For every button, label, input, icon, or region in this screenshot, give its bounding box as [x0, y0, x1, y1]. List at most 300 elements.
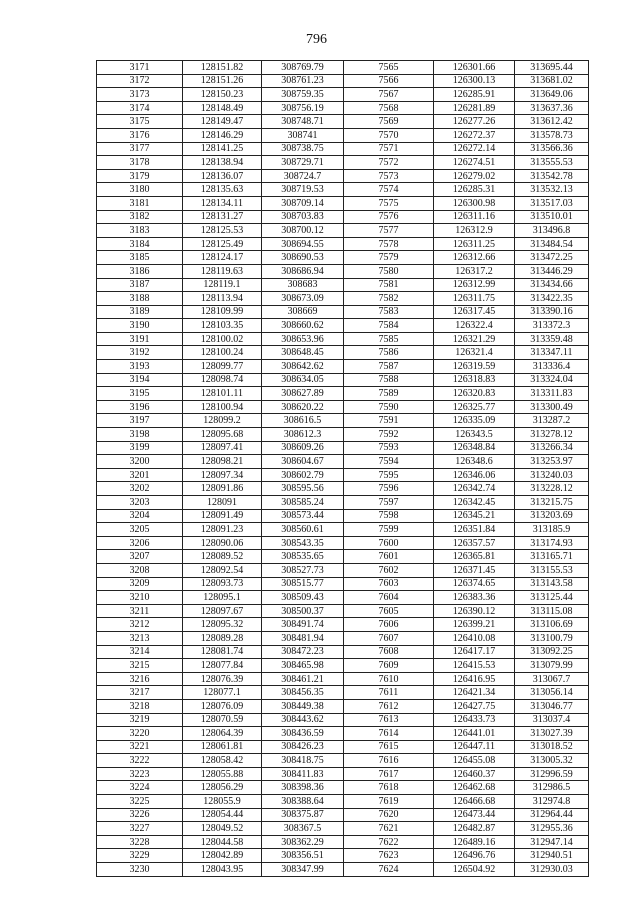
point-a-y-cell: 308595.56	[262, 482, 344, 496]
point-b-y-cell: 313372.3	[515, 319, 589, 333]
point-b-number-cell: 7579	[344, 251, 434, 265]
point-a-number-cell: 3181	[97, 196, 183, 210]
point-b-number-cell: 7609	[344, 659, 434, 673]
point-a-x-cell: 128136.07	[183, 169, 262, 183]
point-a-x-cell: 128109.99	[183, 305, 262, 319]
point-b-x-cell: 126300.98	[434, 196, 515, 210]
point-a-x-cell: 128149.47	[183, 115, 262, 129]
table-row	[97, 74, 589, 88]
point-b-y-cell: 312996.59	[515, 767, 589, 781]
table-row	[97, 414, 589, 428]
point-b-x-cell: 126410.08	[434, 631, 515, 645]
point-b-y-cell: 312986.5	[515, 781, 589, 795]
point-b-x-cell: 126272.14	[434, 142, 515, 156]
point-a-y-cell: 308748.71	[262, 115, 344, 129]
point-b-number-cell: 7576	[344, 210, 434, 224]
point-a-y-cell: 308741	[262, 128, 344, 142]
table-row	[97, 645, 589, 659]
point-a-y-cell: 308690.53	[262, 251, 344, 265]
point-a-x-cell: 128131.27	[183, 210, 262, 224]
point-b-y-cell: 313056.14	[515, 686, 589, 700]
point-a-y-cell: 308609.26	[262, 441, 344, 455]
point-a-number-cell: 3183	[97, 224, 183, 238]
point-a-x-cell: 128089.52	[183, 550, 262, 564]
table-row	[97, 468, 589, 482]
point-a-y-cell: 308724.7	[262, 169, 344, 183]
point-b-x-cell: 126317.45	[434, 305, 515, 319]
point-a-number-cell: 3191	[97, 332, 183, 346]
point-b-number-cell: 7584	[344, 319, 434, 333]
point-a-x-cell: 128076.39	[183, 672, 262, 686]
point-b-y-cell: 313446.29	[515, 264, 589, 278]
point-a-x-cell: 128090.06	[183, 536, 262, 550]
point-b-number-cell: 7603	[344, 577, 434, 591]
point-b-y-cell: 313185.9	[515, 523, 589, 537]
point-a-x-cell: 128150.23	[183, 88, 262, 102]
point-b-x-cell: 126462.68	[434, 781, 515, 795]
table-row	[97, 292, 589, 306]
point-b-number-cell: 7566	[344, 74, 434, 88]
point-b-y-cell: 313287.2	[515, 414, 589, 428]
point-b-number-cell: 7578	[344, 237, 434, 251]
table-row	[97, 88, 589, 102]
page-number: 796	[306, 32, 327, 47]
table-row	[97, 767, 589, 781]
point-a-y-cell: 308367.5	[262, 822, 344, 836]
point-a-y-cell: 308509.43	[262, 591, 344, 605]
point-b-number-cell: 7606	[344, 618, 434, 632]
point-b-number-cell: 7596	[344, 482, 434, 496]
table-row	[97, 740, 589, 754]
point-a-number-cell: 3196	[97, 400, 183, 414]
point-b-y-cell: 313079.99	[515, 659, 589, 673]
point-b-x-cell: 126300.13	[434, 74, 515, 88]
point-a-x-cell: 128098.21	[183, 455, 262, 469]
point-a-number-cell: 3184	[97, 237, 183, 251]
point-a-y-cell: 308616.5	[262, 414, 344, 428]
point-a-y-cell: 308648.45	[262, 346, 344, 360]
table-row	[97, 550, 589, 564]
point-b-number-cell: 7595	[344, 468, 434, 482]
point-b-x-cell: 126441.01	[434, 727, 515, 741]
point-b-y-cell: 313542.78	[515, 169, 589, 183]
point-b-x-cell: 126285.31	[434, 183, 515, 197]
point-b-x-cell: 126489.16	[434, 835, 515, 849]
point-b-y-cell: 312930.03	[515, 863, 589, 877]
point-b-number-cell: 7622	[344, 835, 434, 849]
point-a-number-cell: 3226	[97, 808, 183, 822]
point-a-x-cell: 128058.42	[183, 754, 262, 768]
table-row	[97, 659, 589, 673]
point-a-number-cell: 3230	[97, 863, 183, 877]
point-a-x-cell: 128151.26	[183, 74, 262, 88]
point-a-number-cell: 3199	[97, 441, 183, 455]
point-a-x-cell: 128076.09	[183, 699, 262, 713]
point-a-number-cell: 3211	[97, 604, 183, 618]
table-row	[97, 115, 589, 129]
point-b-x-cell: 126320.83	[434, 387, 515, 401]
point-a-x-cell: 128134.11	[183, 196, 262, 210]
point-b-y-cell: 313100.79	[515, 631, 589, 645]
point-a-number-cell: 3200	[97, 455, 183, 469]
point-b-y-cell: 313240.03	[515, 468, 589, 482]
point-a-number-cell: 3178	[97, 156, 183, 170]
point-b-y-cell: 313203.69	[515, 509, 589, 523]
point-b-number-cell: 7593	[344, 441, 434, 455]
point-a-y-cell: 308375.87	[262, 808, 344, 822]
point-a-x-cell: 128064.39	[183, 727, 262, 741]
point-b-y-cell: 313027.39	[515, 727, 589, 741]
table-row	[97, 428, 589, 442]
point-a-x-cell: 128061.81	[183, 740, 262, 754]
point-a-number-cell: 3180	[97, 183, 183, 197]
point-a-y-cell: 308347.99	[262, 863, 344, 877]
point-b-x-cell: 126285.91	[434, 88, 515, 102]
point-a-number-cell: 3197	[97, 414, 183, 428]
point-b-number-cell: 7582	[344, 292, 434, 306]
point-a-x-cell: 128148.49	[183, 101, 262, 115]
table-row	[97, 727, 589, 741]
point-a-number-cell: 3185	[97, 251, 183, 265]
table-row	[97, 101, 589, 115]
point-b-y-cell: 313472.25	[515, 251, 589, 265]
point-a-y-cell: 308703.83	[262, 210, 344, 224]
point-b-number-cell: 7572	[344, 156, 434, 170]
table-row	[97, 822, 589, 836]
point-a-number-cell: 3205	[97, 523, 183, 537]
point-a-y-cell: 308461.21	[262, 672, 344, 686]
point-a-y-cell: 308362.29	[262, 835, 344, 849]
point-b-y-cell: 313266.34	[515, 441, 589, 455]
point-a-x-cell: 128146.29	[183, 128, 262, 142]
point-b-x-cell: 126281.89	[434, 101, 515, 115]
point-a-y-cell: 308686.94	[262, 264, 344, 278]
table-row	[97, 618, 589, 632]
point-b-number-cell: 7611	[344, 686, 434, 700]
table-row	[97, 795, 589, 809]
point-b-number-cell: 7583	[344, 305, 434, 319]
point-b-x-cell: 126371.45	[434, 563, 515, 577]
point-a-y-cell: 308491.74	[262, 618, 344, 632]
point-b-number-cell: 7599	[344, 523, 434, 537]
point-b-x-cell: 126427.75	[434, 699, 515, 713]
point-a-y-cell: 308673.09	[262, 292, 344, 306]
point-b-y-cell: 313510.01	[515, 210, 589, 224]
point-b-x-cell: 126277.26	[434, 115, 515, 129]
point-b-y-cell: 313359.48	[515, 332, 589, 346]
point-a-number-cell: 3215	[97, 659, 183, 673]
table-row	[97, 319, 589, 333]
point-b-y-cell: 313228.12	[515, 482, 589, 496]
point-a-y-cell: 308456.35	[262, 686, 344, 700]
point-a-y-cell: 308356.51	[262, 849, 344, 863]
point-b-y-cell: 313278.12	[515, 428, 589, 442]
point-b-number-cell: 7568	[344, 101, 434, 115]
point-a-x-cell: 128091.86	[183, 482, 262, 496]
point-b-x-cell: 126357.57	[434, 536, 515, 550]
point-b-x-cell: 126482.87	[434, 822, 515, 836]
coordinates-table-body	[97, 61, 589, 877]
point-a-y-cell: 308449.38	[262, 699, 344, 713]
point-a-number-cell: 3229	[97, 849, 183, 863]
point-a-number-cell: 3193	[97, 360, 183, 374]
point-b-y-cell: 313067.7	[515, 672, 589, 686]
point-a-number-cell: 3217	[97, 686, 183, 700]
point-b-x-cell: 126466.68	[434, 795, 515, 809]
point-b-number-cell: 7600	[344, 536, 434, 550]
table-row	[97, 523, 589, 537]
point-b-number-cell: 7590	[344, 400, 434, 414]
point-b-number-cell: 7608	[344, 645, 434, 659]
point-a-y-cell: 308669	[262, 305, 344, 319]
point-a-y-cell: 308500.37	[262, 604, 344, 618]
point-a-x-cell: 128070.59	[183, 713, 262, 727]
point-b-y-cell: 313125.44	[515, 591, 589, 605]
point-a-x-cell: 128077.1	[183, 686, 262, 700]
point-b-x-cell: 126325.77	[434, 400, 515, 414]
point-b-y-cell: 313517.03	[515, 196, 589, 210]
point-b-number-cell: 7615	[344, 740, 434, 754]
point-a-number-cell: 3187	[97, 278, 183, 292]
point-b-x-cell: 126321.29	[434, 332, 515, 346]
point-a-y-cell: 308653.96	[262, 332, 344, 346]
point-b-number-cell: 7588	[344, 373, 434, 387]
coordinates-table	[96, 60, 589, 877]
table-row	[97, 835, 589, 849]
point-b-x-cell: 126342.45	[434, 496, 515, 510]
point-b-x-cell: 126311.25	[434, 237, 515, 251]
point-a-number-cell: 3228	[97, 835, 183, 849]
point-a-number-cell: 3194	[97, 373, 183, 387]
point-b-x-cell: 126335.09	[434, 414, 515, 428]
point-b-y-cell: 313324.04	[515, 373, 589, 387]
table-row	[97, 863, 589, 877]
point-b-x-cell: 126348.84	[434, 441, 515, 455]
point-b-number-cell: 7569	[344, 115, 434, 129]
point-a-number-cell: 3190	[97, 319, 183, 333]
point-a-x-cell: 128081.74	[183, 645, 262, 659]
point-b-y-cell: 313578.73	[515, 128, 589, 142]
point-a-number-cell: 3214	[97, 645, 183, 659]
point-b-x-cell: 126312.66	[434, 251, 515, 265]
point-a-y-cell: 308634.05	[262, 373, 344, 387]
point-a-number-cell: 3171	[97, 61, 183, 75]
point-a-number-cell: 3216	[97, 672, 183, 686]
point-a-x-cell: 128089.28	[183, 631, 262, 645]
point-a-y-cell: 308612.3	[262, 428, 344, 442]
point-a-x-cell: 128101.11	[183, 387, 262, 401]
point-b-number-cell: 7607	[344, 631, 434, 645]
point-b-number-cell: 7618	[344, 781, 434, 795]
point-b-x-cell: 126399.21	[434, 618, 515, 632]
table-row	[97, 849, 589, 863]
point-b-x-cell: 126345.21	[434, 509, 515, 523]
point-b-number-cell: 7573	[344, 169, 434, 183]
point-a-y-cell: 308411.83	[262, 767, 344, 781]
point-a-y-cell: 308719.53	[262, 183, 344, 197]
point-b-y-cell: 313174.93	[515, 536, 589, 550]
table-row	[97, 224, 589, 238]
point-b-x-cell: 126421.34	[434, 686, 515, 700]
point-a-x-cell: 128119.1	[183, 278, 262, 292]
point-a-x-cell: 128098.74	[183, 373, 262, 387]
point-b-number-cell: 7586	[344, 346, 434, 360]
point-b-y-cell: 313005.32	[515, 754, 589, 768]
table-row	[97, 591, 589, 605]
point-b-y-cell: 313115.08	[515, 604, 589, 618]
point-a-x-cell: 128049.52	[183, 822, 262, 836]
point-a-y-cell: 308465.98	[262, 659, 344, 673]
point-b-number-cell: 7594	[344, 455, 434, 469]
table-row	[97, 346, 589, 360]
table-row	[97, 142, 589, 156]
point-a-number-cell: 3206	[97, 536, 183, 550]
point-a-number-cell: 3202	[97, 482, 183, 496]
point-a-x-cell: 128100.02	[183, 332, 262, 346]
point-b-y-cell: 312964.44	[515, 808, 589, 822]
table-row	[97, 563, 589, 577]
point-a-x-cell: 128044.58	[183, 835, 262, 849]
point-b-number-cell: 7587	[344, 360, 434, 374]
point-b-y-cell: 313532.13	[515, 183, 589, 197]
point-b-number-cell: 7575	[344, 196, 434, 210]
table-row	[97, 781, 589, 795]
point-a-y-cell: 308660.62	[262, 319, 344, 333]
point-b-number-cell: 7623	[344, 849, 434, 863]
point-a-y-cell: 308709.14	[262, 196, 344, 210]
table-row	[97, 278, 589, 292]
point-b-x-cell: 126322.4	[434, 319, 515, 333]
point-a-x-cell: 128055.9	[183, 795, 262, 809]
point-b-x-cell: 126311.16	[434, 210, 515, 224]
point-b-number-cell: 7624	[344, 863, 434, 877]
point-b-y-cell: 313311.83	[515, 387, 589, 401]
point-a-x-cell: 128138.94	[183, 156, 262, 170]
point-a-y-cell: 308543.35	[262, 536, 344, 550]
point-b-number-cell: 7604	[344, 591, 434, 605]
point-a-number-cell: 3176	[97, 128, 183, 142]
point-b-y-cell: 313046.77	[515, 699, 589, 713]
point-a-number-cell: 3221	[97, 740, 183, 754]
point-b-number-cell: 7616	[344, 754, 434, 768]
point-b-number-cell: 7602	[344, 563, 434, 577]
table-row	[97, 808, 589, 822]
point-b-x-cell: 126346.06	[434, 468, 515, 482]
point-a-y-cell: 308418.75	[262, 754, 344, 768]
point-a-y-cell: 308627.89	[262, 387, 344, 401]
point-b-number-cell: 7570	[344, 128, 434, 142]
point-a-number-cell: 3201	[97, 468, 183, 482]
table-row	[97, 686, 589, 700]
point-b-number-cell: 7601	[344, 550, 434, 564]
point-b-y-cell: 313018.52	[515, 740, 589, 754]
table-row	[97, 196, 589, 210]
point-a-x-cell: 128092.54	[183, 563, 262, 577]
point-a-x-cell: 128091.23	[183, 523, 262, 537]
point-b-y-cell: 312940.51	[515, 849, 589, 863]
point-b-y-cell: 313681.02	[515, 74, 589, 88]
point-b-number-cell: 7585	[344, 332, 434, 346]
point-b-x-cell: 126321.4	[434, 346, 515, 360]
point-b-number-cell: 7617	[344, 767, 434, 781]
point-b-y-cell: 313422.35	[515, 292, 589, 306]
point-a-number-cell: 3207	[97, 550, 183, 564]
point-b-x-cell: 126383.36	[434, 591, 515, 605]
table-row	[97, 672, 589, 686]
point-b-y-cell: 313336.4	[515, 360, 589, 374]
point-a-x-cell: 128141.25	[183, 142, 262, 156]
point-b-x-cell: 126504.92	[434, 863, 515, 877]
point-a-number-cell: 3225	[97, 795, 183, 809]
point-a-x-cell: 128119.63	[183, 264, 262, 278]
table-row	[97, 332, 589, 346]
point-b-x-cell: 126473.44	[434, 808, 515, 822]
point-b-number-cell: 7581	[344, 278, 434, 292]
point-a-x-cell: 128100.94	[183, 400, 262, 414]
table-row	[97, 264, 589, 278]
point-a-x-cell: 128095.32	[183, 618, 262, 632]
point-a-x-cell: 128097.41	[183, 441, 262, 455]
point-b-number-cell: 7580	[344, 264, 434, 278]
point-a-y-cell: 308604.67	[262, 455, 344, 469]
point-a-y-cell: 308436.59	[262, 727, 344, 741]
point-a-x-cell: 128091	[183, 496, 262, 510]
point-b-number-cell: 7567	[344, 88, 434, 102]
point-a-x-cell: 128056.29	[183, 781, 262, 795]
point-b-number-cell: 7621	[344, 822, 434, 836]
point-a-y-cell: 308700.12	[262, 224, 344, 238]
point-a-x-cell: 128099.77	[183, 360, 262, 374]
point-a-number-cell: 3174	[97, 101, 183, 115]
point-b-x-cell: 126311.75	[434, 292, 515, 306]
point-b-number-cell: 7612	[344, 699, 434, 713]
point-b-x-cell: 126279.02	[434, 169, 515, 183]
point-b-y-cell: 313695.44	[515, 61, 589, 75]
table-row	[97, 713, 589, 727]
table-row	[97, 631, 589, 645]
point-b-x-cell: 126274.51	[434, 156, 515, 170]
point-a-y-cell: 308694.55	[262, 237, 344, 251]
point-b-y-cell: 313106.69	[515, 618, 589, 632]
point-b-number-cell: 7614	[344, 727, 434, 741]
point-b-y-cell: 313555.53	[515, 156, 589, 170]
table-row	[97, 536, 589, 550]
point-a-y-cell: 308443.62	[262, 713, 344, 727]
table-row	[97, 237, 589, 251]
point-b-x-cell: 126416.95	[434, 672, 515, 686]
point-a-y-cell: 308585.24	[262, 496, 344, 510]
table-row	[97, 482, 589, 496]
point-b-number-cell: 7598	[344, 509, 434, 523]
point-b-x-cell: 126317.2	[434, 264, 515, 278]
point-a-y-cell: 308515.77	[262, 577, 344, 591]
point-a-number-cell: 3173	[97, 88, 183, 102]
point-a-number-cell: 3208	[97, 563, 183, 577]
point-a-x-cell: 128043.95	[183, 863, 262, 877]
point-a-y-cell: 308398.36	[262, 781, 344, 795]
point-b-x-cell: 126374.65	[434, 577, 515, 591]
point-b-x-cell: 126433.73	[434, 713, 515, 727]
point-b-y-cell: 313092.25	[515, 645, 589, 659]
point-b-x-cell: 126390.12	[434, 604, 515, 618]
point-a-x-cell: 128135.63	[183, 183, 262, 197]
point-b-number-cell: 7589	[344, 387, 434, 401]
point-b-number-cell: 7619	[344, 795, 434, 809]
point-b-number-cell: 7577	[344, 224, 434, 238]
point-b-x-cell: 126272.37	[434, 128, 515, 142]
point-a-x-cell: 128093.73	[183, 577, 262, 591]
point-a-y-cell: 308535.65	[262, 550, 344, 564]
